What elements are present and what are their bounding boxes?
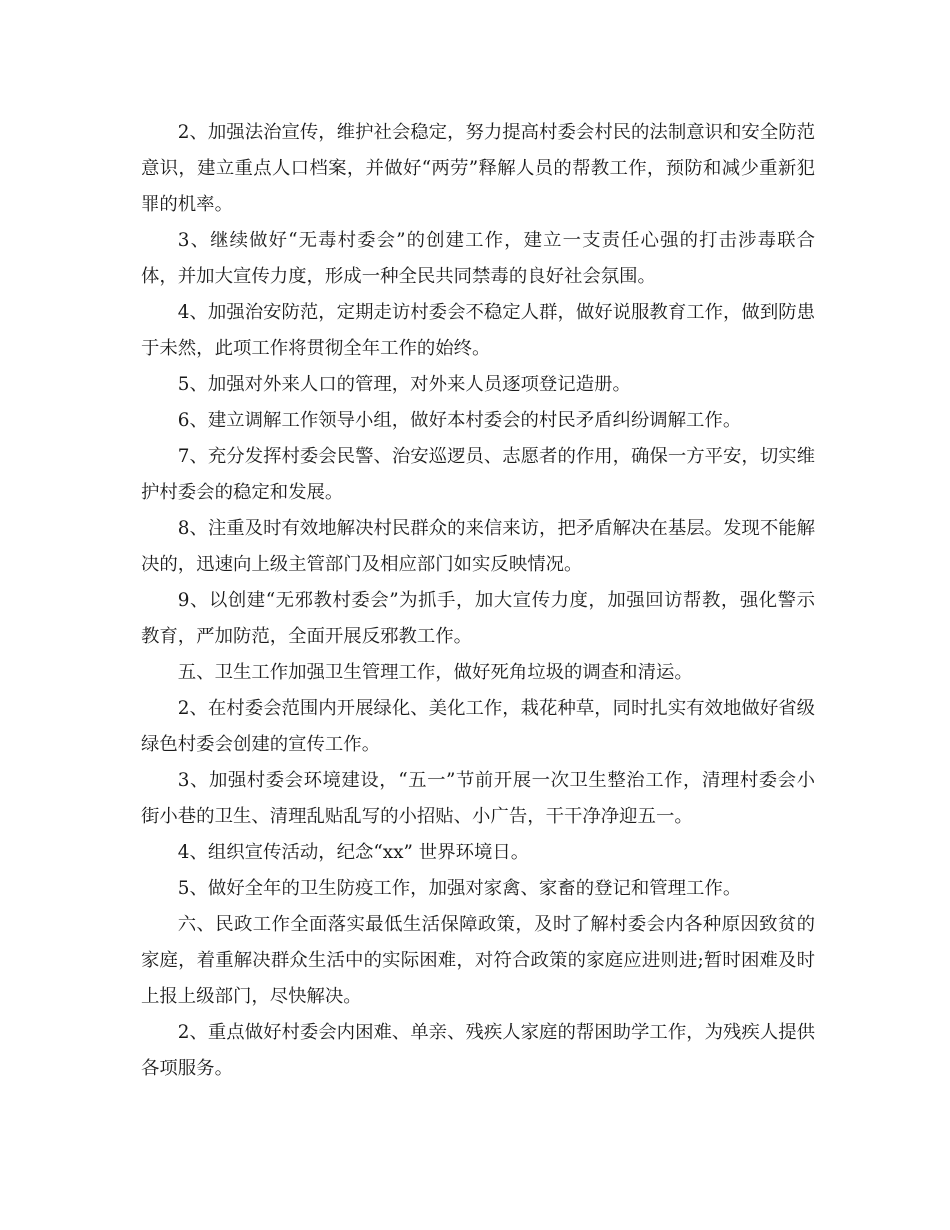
paragraph-sanitation-heading: 五、卫生工作加强卫生管理工作，做好死角垃圾的调查和清运。	[177, 662, 693, 683]
paragraph-greening: 2、在村委会范围内开展绿化、美化工作，栽花种草，同时扎实有效地做好省级绿色村委会创建的宣传工作。	[141, 698, 815, 755]
paragraph-drug-free: 3、继续做好“无毒村委会”的创建工作，建立一支责任心强的打击涉毒联合体，并加大宣传力度，形成一种全民共同禁毒的良好社会氛围。	[141, 230, 815, 287]
paragraph-environment-day: 4、组织宣传活动，纪念“xx” 世界环境日。	[177, 842, 530, 863]
paragraph-anti-cult: 9、以创建“无邪教村委会”为抓手，加大宣传力度，加强回访帮教，强化警示教育，严加防范，全面开展反邪教工作。	[141, 590, 815, 647]
paragraph-environment-cleanup: 3、加强村委会环境建设，“五一”节前开展一次卫生整治工作，清理村委会小街小巷的卫生、清理乱贴乱写的小招贴、小广告，干干净净迎五一。	[141, 770, 815, 827]
paragraph-petitions: 8、注重及时有效地解决村民群众的来信来访，把矛盾解决在基层。发现不能解决的，迅速向上级主管部门及相应部门如实反映情况。	[141, 518, 815, 575]
paragraph-epidemic-prevention: 5、做好全年的卫生防疫工作，加强对家禽、家畜的登记和管理工作。	[177, 878, 742, 899]
paragraph-migrant-management: 5、加强对外来人口的管理，对外来人员逐项登记造册。	[177, 374, 631, 395]
document-body	[141, 115, 815, 1087]
paragraph-law-promotion: 2、加强法治宣传，维护社会稳定，努力提高村委会村民的法制意识和安全防范意识，建立重点人口档案，并做好“两劳”释解人员的帮教工作，预防和减少重新犯罪的机率。	[141, 122, 815, 215]
paragraph-mediation-group: 6、建立调解工作领导小组，做好本村委会的村民矛盾纠纷调解工作。	[177, 410, 742, 431]
paragraph-police-volunteers: 7、充分发挥村委会民警、治安巡逻员、志愿者的作用，确保一方平安，切实维护村委会的稳定和发展。	[141, 446, 815, 503]
paragraph-assistance: 2、重点做好村委会内困难、单亲、残疾人家庭的帮困助学工作，为残疾人提供各项服务。	[141, 1022, 815, 1079]
paragraph-security-prevention: 4、加强治安防范，定期走访村委会不稳定人群，做好说服教育工作，做到防患于未然，此项工作将贯彻全年工作的始终。	[141, 302, 815, 359]
paragraph-civil-affairs-heading: 六、民政工作全面落实最低生活保障政策，及时了解村委会内各种原因致贫的家庭，着重解决群众生活中的实际困难，对符合政策的家庭应进则进;暂时困难及时上报上级部门，尽快解决。	[141, 914, 815, 1007]
